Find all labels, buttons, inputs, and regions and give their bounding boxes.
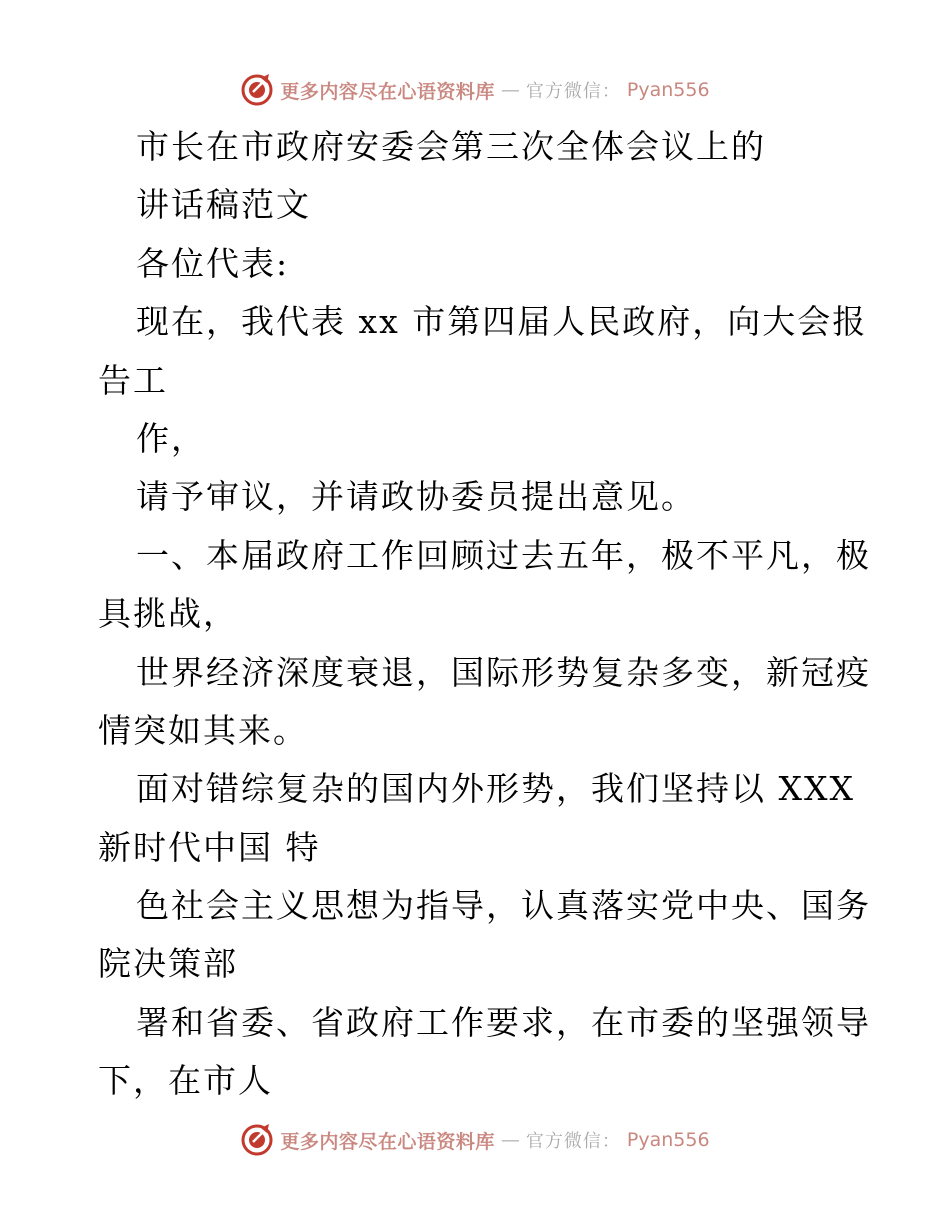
banner-wechat-id: Pyan556	[626, 79, 710, 101]
banner-separator: —	[500, 1129, 520, 1151]
banner-wechat-label: 官方微信：	[525, 81, 621, 102]
document-body	[98, 118, 871, 1111]
banner-main-text: 更多内容尽在心语资料库	[280, 1130, 495, 1153]
text-line: 色社会主义思想为指导，认真落实党中央、国务	[136, 886, 871, 926]
banner-wechat-label: 官方微信：	[525, 1131, 621, 1152]
text-line: 面对错综复杂的国内外形势，我们坚持以 XXX	[136, 769, 855, 809]
text-line: 现在，我代表 xx 市第四届人民政府，向大会报	[136, 302, 868, 342]
pen-badge-icon	[240, 1123, 274, 1157]
text-line: 署和省委、省政府工作要求，在市委的坚强领导	[136, 1002, 871, 1042]
text-line: 世界经济深度衰退，国际形势复杂多变，新冠疫	[136, 652, 871, 692]
text-line: 情突如其来。	[98, 710, 308, 750]
pen-badge-icon	[240, 73, 274, 107]
header-banner	[0, 70, 950, 110]
footer-banner	[0, 1120, 950, 1160]
banner-separator: —	[500, 79, 520, 101]
text-line: 讲话稿范文	[136, 185, 311, 225]
text-line: 各位代表:	[136, 243, 290, 283]
banner-wechat-id: Pyan556	[626, 1129, 710, 1151]
text-line: 市长在市政府安委会第三次全体会议上的	[136, 127, 766, 166]
text-line: 作，	[136, 418, 206, 458]
text-line: 具挑战，	[98, 594, 238, 634]
text-line: 请予审议，并请政协委员提出意见。	[136, 477, 696, 517]
banner-main-text: 更多内容尽在心语资料库	[280, 80, 495, 103]
text-line: 一、本届政府工作回顾过去五年，极不平凡，极	[136, 535, 871, 575]
text-line: 院决策部	[98, 944, 238, 984]
text-line: 下，在市人	[98, 1061, 273, 1101]
text-line: 新时代中国 特	[98, 827, 321, 867]
text-line: 告工	[98, 360, 168, 400]
